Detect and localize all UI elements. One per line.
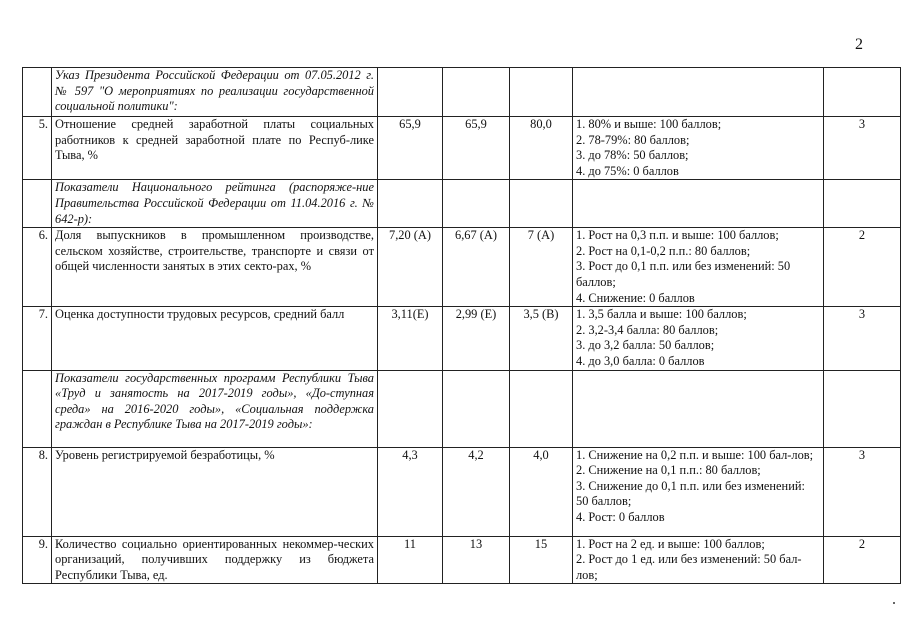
table-row <box>23 228 901 307</box>
table-row <box>23 117 901 180</box>
row-number: 8. <box>23 447 52 536</box>
row-number: 5. <box>23 117 52 180</box>
value-3: 3,5 (В) <box>510 307 573 370</box>
table-row <box>23 447 901 536</box>
criteria-cell <box>573 307 824 370</box>
value-2: 6,67 (А) <box>443 228 510 307</box>
row-number: 9. <box>23 536 52 584</box>
section-title: Показатели Национального рейтинга (распоряже-ние Правительства Российской Федерации от 11.04.2016 г. № 642-р): <box>52 180 378 228</box>
criteria-line: 2. 3,2-3,4 балла: 80 баллов; <box>576 322 719 337</box>
criteria-cell <box>573 228 824 307</box>
row-number: 6. <box>23 228 52 307</box>
table-row <box>23 536 901 584</box>
value-1: 3,11(Е) <box>378 307 443 370</box>
empty-cell <box>443 370 510 447</box>
table-row <box>23 307 901 370</box>
criteria-line: 3. до 3,2 балла: 50 баллов; <box>576 338 715 353</box>
scan-speck <box>893 602 895 604</box>
indicator-name: Оценка доступности трудовых ресурсов, средний балл <box>52 307 378 370</box>
section-row <box>23 370 901 447</box>
value-2: 2,99 (Е) <box>443 307 510 370</box>
criteria-line: 4. до 75%: 0 баллов <box>576 163 679 178</box>
value-2: 13 <box>443 536 510 584</box>
criteria-cell <box>573 117 824 180</box>
criteria-line: 1. Рост на 0,3 п.п. и выше: 100 баллов; <box>576 228 779 243</box>
row-number-cell <box>23 180 52 228</box>
value-3: 4,0 <box>510 447 573 536</box>
criteria-line: 1. 80% и выше: 100 баллов; <box>576 117 722 131</box>
empty-cell <box>378 370 443 447</box>
empty-cell <box>573 370 824 447</box>
criteria-line: 3. Рост до 0,1 п.п. или без изменений: 50 баллов; <box>576 259 791 289</box>
empty-cell <box>510 68 573 117</box>
criteria-line: 2. Рост на 0,1-0,2 п.п.: 80 баллов; <box>576 243 751 258</box>
criteria-line: 4. до 3,0 балла: 0 баллов <box>576 353 705 368</box>
value-1: 11 <box>378 536 443 584</box>
indicator-name: Доля выпускников в промышленном производстве, сельском хозяйстве, строительстве, транспорте и связи от общей численности занятых в этих секто-рах, % <box>52 228 378 307</box>
value-1: 7,20 (А) <box>378 228 443 307</box>
section-title: Показатели государственных программ Республики Тыва «Труд и занятость на 2017-2019 годы», «До-ступная среда» на 2016-2020 годы», «Социальная поддержка граждан в Республике Тыва на 2017-2019 годы»: <box>52 370 378 447</box>
empty-cell <box>378 180 443 228</box>
value-3: 15 <box>510 536 573 584</box>
empty-cell <box>824 68 901 117</box>
section-row <box>23 68 901 117</box>
empty-cell <box>378 68 443 117</box>
indicator-name: Количество социально ориентированных некоммер-ческих организаций, получивших поддержку из бюджета Республики Тыва, ед. <box>52 536 378 584</box>
criteria-line: 1. 3,5 балла и выше: 100 баллов; <box>576 307 747 322</box>
empty-cell <box>443 180 510 228</box>
value-2: 65,9 <box>443 117 510 180</box>
empty-cell <box>510 370 573 447</box>
section-title: Указ Президента Российской Федерации от 07.05.2012 г. № 597 "О мероприятиях по реализации государственной социальной политики": <box>52 68 378 117</box>
criteria-line: 2. Снижение на 0,1 п.п.: 80 баллов; <box>576 463 761 478</box>
empty-cell <box>443 68 510 117</box>
criteria-line: 2. 78-79%: 80 баллов; <box>576 132 690 147</box>
criteria-line: 1. Рост на 2 ед. и выше: 100 баллов; <box>576 536 765 551</box>
empty-cell <box>510 180 573 228</box>
indicator-name: Уровень регистрируемой безработицы, % <box>52 447 378 536</box>
empty-cell <box>573 68 824 117</box>
indicator-name: Отношение средней заработной платы социальных работников к средней заработной плате по Респуб-лике Тыва, % <box>52 117 378 180</box>
value-1: 4,3 <box>378 447 443 536</box>
weight-value: 2 <box>824 536 901 584</box>
weight-value: 3 <box>824 307 901 370</box>
criteria-line: 3. Снижение до 0,1 п.п. или без изменений: 50 баллов; <box>576 478 805 509</box>
section-row <box>23 180 901 228</box>
indicators-table <box>22 67 901 584</box>
criteria-line: 4. Рост: 0 баллов <box>576 509 665 524</box>
value-3: 7 (А) <box>510 228 573 307</box>
weight-value: 2 <box>824 228 901 307</box>
value-2: 4,2 <box>443 447 510 536</box>
row-number: 7. <box>23 307 52 370</box>
empty-cell <box>573 180 824 228</box>
empty-cell <box>824 180 901 228</box>
row-number-cell <box>23 370 52 447</box>
criteria-cell <box>573 536 824 584</box>
criteria-line: 4. Снижение: 0 баллов <box>576 290 695 305</box>
weight-value: 3 <box>824 447 901 536</box>
page-number: 2 <box>855 36 863 53</box>
criteria-line: 2. Рост до 1 ед. или без изменений: 50 бал-лов; <box>576 552 802 582</box>
criteria-line: 3. до 78%: 50 баллов; <box>576 148 689 163</box>
criteria-line: 1. Снижение на 0,2 п.п. и выше: 100 бал-лов; <box>576 447 814 462</box>
criteria-cell <box>573 447 824 536</box>
weight-value: 3 <box>824 117 901 180</box>
value-1: 65,9 <box>378 117 443 180</box>
value-3: 80,0 <box>510 117 573 180</box>
empty-cell <box>824 370 901 447</box>
row-number-cell <box>23 68 52 117</box>
